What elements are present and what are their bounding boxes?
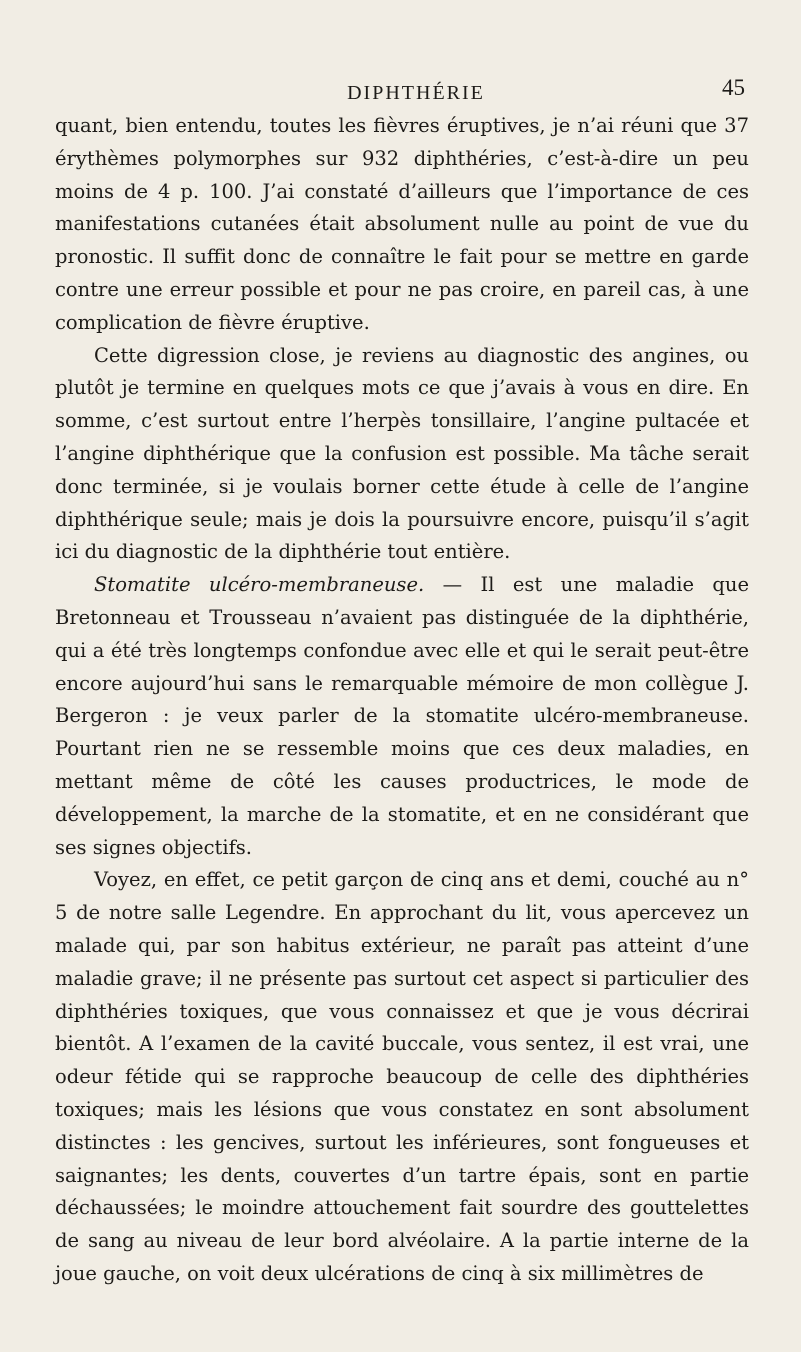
running-title: DIPHTHÉRIE (347, 82, 485, 104)
paragraph-text: — Il est une maladie que Bretonneau et Trousseau n’avaient pas distinguée de la diphthérie, qui a été très longtemps confondue avec elle et qui le serait peut-être encore aujourd’hui sans le remarquable mémoire de mon collègue J. Bergeron : je veux parler de la stomatite ulcéro-membraneuse. Pourtant rien ne se ressemble moins que ces deux maladies, en mettant même de côté les causes productrices, le mode de développement, la marche de la stomatite, et en ne considérant que ses signes objectifs. (55, 573, 749, 859)
paragraph: Cette digression close, je reviens au diagnostic des angines, ou plutôt je termine en quelques mots ce que j’avais à vous en dire. En somme, c’est surtout entre l’herpès tonsillaire, l’angine pultacée et l’angine diphthérique que la confusion est possible. Ma tâche serait donc terminée, si je voulais borner cette étude à celle de l’angine diphthérique seule; mais je dois la poursuivre encore, puisqu’il s’agit ici du diagnostic de la diphthérie tout entière. (55, 343, 749, 564)
paragraph: Voyez, en effet, ce petit garçon de cinq ans et demi, couché au n° 5 de notre salle Legendre. En approchant du lit, vous apercevez un malade qui, par son habitus extérieur, ne paraît pas atteint d’une maladie grave; il ne présente pas surtout cet aspect si particulier des diphthéries toxiques, que vous connaissez et que je vous décrirai bientôt. A l’examen de la cavité buccale, vous sentez, il est vrai, une odeur fétide qui se rapproche beaucoup de celle des diphthéries toxiques; mais les lésions que vous constatez en sont absolument distinctes : les gencives, surtout les inférieures, sont fongueuses et saignantes; les dents, couvertes d’un tartre épais, sont en partie déchaussées; le moindre attouchement fait sourdre des gouttelettes de sang au niveau de leur bord alvéolaire. A la partie interne de la joue gauche, on voit deux ulcérations de cinq à six millimètres de (55, 868, 749, 1285)
section-heading: Stomatite ulcéro-membraneuse. (94, 573, 425, 597)
body-text (55, 110, 749, 1291)
page-number: 45 (722, 75, 745, 100)
page-header (55, 76, 749, 110)
paragraph: quant, bien entendu, toutes les fièvres éruptives, je n’ai réuni que 37 érythèmes polymorphes sur 932 diphthéries, c’est-à-dire un peu moins de 4 p. 100. J’ai constaté d’ailleurs que l’importance de ces manifestations cutanées était absolument nulle au point de vue du pronostic. Il suffit donc de connaître le fait pour se mettre en garde contre une erreur possible et pour ne pas croire, en pareil cas, à une complication de fièvre éruptive. (55, 114, 749, 334)
paragraph (55, 569, 749, 864)
